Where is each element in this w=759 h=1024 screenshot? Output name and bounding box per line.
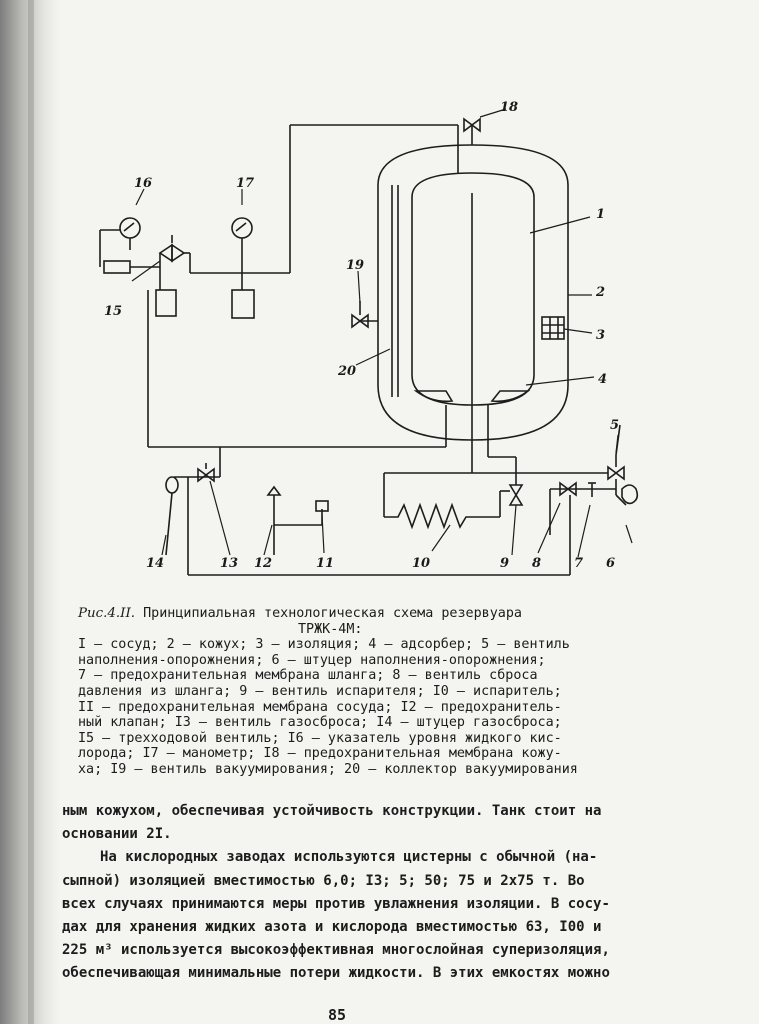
caption-legend-line: 7 – предохранительная мембрана шланга; 8 – вентиль сброса: [78, 668, 538, 684]
process-scheme-figure: [60, 85, 680, 595]
label-13: 13: [220, 556, 239, 571]
label-18: 18: [500, 100, 519, 115]
label-10: 10: [412, 556, 431, 571]
caption-legend-line: наполнения-опорожнения; 6 – штуцер наполнения-опорожнения;: [78, 652, 546, 668]
label-5: 5: [610, 418, 620, 433]
figure-caption: [78, 606, 638, 778]
label-3: 3: [596, 328, 606, 343]
vessel-outline: [412, 173, 534, 405]
label-4: 4: [598, 372, 608, 387]
body-paragraphs: [62, 800, 657, 986]
label-6: 6: [606, 556, 616, 571]
scheme-drawing: [60, 85, 680, 595]
caption-legend-line: II – предохранительная мембрана сосуда; I2 – предохранитель-: [78, 699, 562, 715]
label-2: 2: [596, 285, 606, 300]
label-1: 1: [596, 207, 606, 222]
scan-stripe: [28, 0, 34, 1024]
label-7: 7: [574, 556, 584, 571]
caption-legend-line: давления из шланга; 9 – вентиль испарителя; I0 – испаритель;: [78, 683, 562, 699]
caption-legend-line: I5 – трехходовой вентиль; I6 – указатель уровня жидкого кис-: [78, 730, 562, 746]
label-16: 16: [134, 176, 153, 191]
label-11: 11: [316, 556, 335, 571]
label-19: 19: [346, 258, 365, 273]
body-line: основании 2I.: [62, 826, 172, 843]
body-line: На кислородных заводах используются цистерны с обычной (на-: [100, 849, 598, 866]
label-15: 15: [104, 304, 123, 319]
label-17: 17: [236, 176, 255, 191]
body-line: всех случаях принимаются меры против увлажнения изоляции. В сосу-: [62, 895, 610, 912]
caption-legend-line: ха; I9 – вентиль вакуумирования; 20 – коллектор вакуумирования: [78, 761, 578, 777]
label-12: 12: [254, 556, 273, 571]
caption-legend-line: ный клапан; I3 – вентиль газосброса; I4 – штуцер газосброса;: [78, 715, 562, 731]
label-20: 20: [338, 364, 357, 379]
caption-title: Принципиальная технологическая схема резервуара: [143, 606, 522, 621]
caption-legend-line: I – сосуд; 2 – кожух; 3 – изоляция; 4 – адсорбер; 5 – вентиль: [78, 637, 570, 653]
caption-prefix: Рис.4.II.: [78, 606, 136, 621]
label-8: 8: [532, 556, 542, 571]
caption-legend-line: лорода; I7 – манометр; I8 – предохранительная мембрана кожу-: [78, 746, 562, 762]
body-line: обеспечивающая минимальные потери жидкости. В этих емкостях можно: [62, 965, 610, 982]
page-number: 85: [328, 1006, 347, 1024]
body-line: сыпной) изоляцией вместимостью 6,0; I3; 5; 50; 75 и 2х75 т. Во: [62, 872, 585, 889]
caption-title-line: [78, 606, 638, 622]
casing-outline: [378, 145, 568, 440]
body-line: дах для хранения жидких азота и кислорода вместимостью 63, I00 и: [62, 919, 602, 936]
body-line: 225 м³ используется высокоэффективная многослойная суперизоляция,: [62, 942, 610, 959]
label-9: 9: [500, 556, 510, 571]
body-line: ным кожухом, обеспечивая устойчивость конструкции. Танк стоит на: [62, 803, 602, 819]
caption-subtitle: ТРЖК-4М:: [298, 621, 363, 637]
label-14: 14: [146, 556, 165, 571]
